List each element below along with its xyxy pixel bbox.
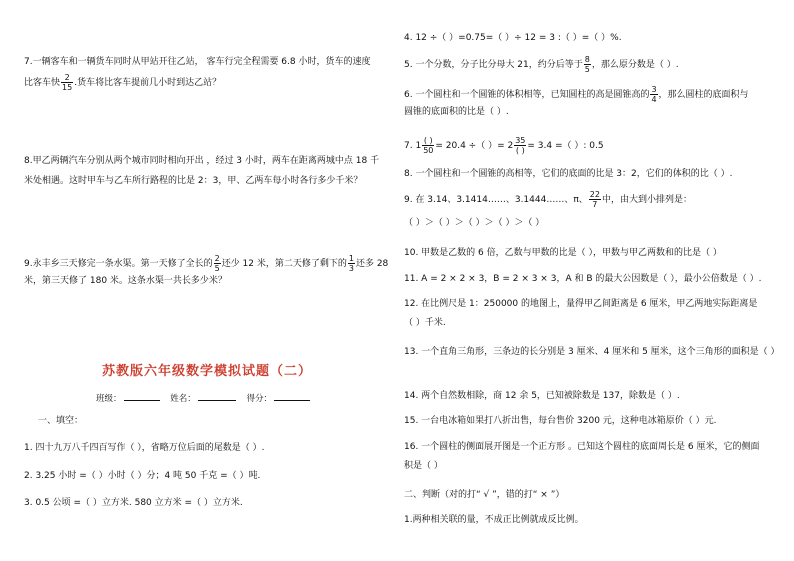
q8-line-2: 米处相遇。这时甲车与乙车所行路程的比是 2：3，甲、乙两车每小时各行多少千米？	[24, 175, 363, 186]
section-fill-in-heading: 一、填空：	[38, 416, 84, 426]
r6-frac-den: 4	[651, 95, 657, 104]
r5-text-a: 5. 一个分数，分子比分母大 21，约分后等于	[404, 60, 583, 70]
r16-line-2: 积是（ ）	[404, 460, 443, 471]
r6-frac-num: 3	[651, 85, 657, 94]
q9-text-c: 还多 28	[355, 259, 389, 269]
question-9	[24, 254, 390, 289]
r5-fraction	[584, 55, 591, 74]
question-7	[24, 56, 390, 92]
fill-question-13	[404, 346, 780, 360]
q9-line-1	[24, 254, 390, 273]
r15-text: 15. 一台电冰箱如果打八折出售，每台售价 3200 元，这种电冰箱原价（ ）元.	[404, 416, 717, 426]
r14-text: 14. 两个自然数相除，商 12 余 5，已知被除数是 137，除数是（ ）.	[404, 391, 680, 401]
q7-line-2	[24, 73, 390, 92]
fill-question-1	[24, 442, 390, 456]
q9-text-a: 9.永丰乡三天修完一条水渠。第一天修了全长的	[24, 259, 213, 269]
r6-fraction	[650, 85, 657, 104]
q8-line-1: 8.甲乙两辆汽车分别从两个城市同时相向开出 ，经过 3 小时，两车在距离两城中点 18 千	[24, 156, 380, 166]
fill-question-7	[404, 136, 780, 155]
score-label: 得分：	[246, 394, 272, 404]
r7-frac2-num: 35	[515, 136, 526, 145]
q7-fraction	[61, 73, 73, 92]
f2-text: 2. 3.25 小时 =（ ）小时（ ）分；4 吨 50 千克 =（ ）吨.	[24, 471, 261, 481]
q9-frac1-num: 2	[214, 254, 220, 263]
r7-text-c: = 3.4 =（ ）: 0.5	[527, 141, 604, 151]
r6-text-a: 6. 一个圆柱和一个圆锥的体积相等，已知圆柱的高是圆锥高的	[404, 90, 650, 100]
r11-text: 11. A = 2 × 2 × 3，B = 2 × 3 × 3，A 和 B 的最大公因数是（ ），最小公倍数是（ ）.	[404, 274, 762, 284]
class-field[interactable]	[124, 392, 160, 401]
r8-text: 8. 一个圆柱和一个圆锥的高相等，它们的底面的比是 3：2，它们的体积的比（ ）.	[404, 169, 733, 179]
name-field[interactable]	[198, 392, 236, 401]
r9-text-b: 中，由大到小排列是：	[601, 195, 692, 205]
q9-fraction-2	[348, 254, 355, 273]
fill-question-9	[404, 190, 780, 231]
judge-question-1	[404, 514, 780, 528]
r9-line-2: （ ）＞（ ）＞（ ）＞（ ）＞（ ）	[404, 218, 545, 228]
fill-question-15	[404, 415, 780, 429]
q9-text-b: 还少 12 米，第二天修了剩下的	[221, 259, 347, 269]
fill-question-10	[404, 247, 780, 261]
fill-question-16	[404, 441, 780, 473]
r5-frac-den: 5	[584, 65, 590, 74]
r13-text: 13. 一个直角三角形，三条边的长分别是 3 厘米、4 厘米和 5 厘米，这个三角形的面积是（ ）	[404, 347, 780, 357]
r7-frac1-den: 50	[423, 146, 434, 155]
fill-question-11	[404, 273, 780, 287]
q7-frac-den: 15	[62, 82, 73, 92]
r9-fraction	[589, 190, 601, 209]
q7-text-a: 比客车快	[24, 77, 61, 88]
class-label: 班级：	[96, 394, 122, 404]
r5-frac-num: 8	[584, 55, 590, 64]
fill-question-6	[404, 85, 780, 120]
r10-text: 10. 甲数是乙数的 6 倍，乙数与甲数的比是（ ），甲数与甲乙两数和的比是（ ）	[404, 248, 722, 258]
r9-text-a: 9. 在 3.14、3.1414……、3.1444……、π、	[404, 195, 588, 205]
q9-frac2-num: 1	[348, 254, 354, 263]
r5-text-b: ，那么原分数是（ ）.	[591, 60, 679, 70]
fill-question-3	[24, 497, 390, 511]
fill-question-12	[404, 298, 780, 330]
r6-line-1	[404, 85, 780, 104]
r7-line	[404, 136, 780, 155]
r9-frac-den: 7	[592, 200, 598, 209]
page-title: 苏教版六年级数学模拟试题（二）	[101, 364, 312, 379]
r7-text-b: = 20.4 ÷（ ）= 2	[435, 141, 514, 151]
student-info-row	[24, 392, 390, 404]
r6-text-b: ，那么圆柱的底面积与	[658, 90, 749, 100]
r12-line-1: 12. 在比例尺是 1：250000 的地图上，量得甲乙间距离是 6 厘米，甲乙两地实际距离是	[404, 299, 758, 309]
q9-frac1-den: 5	[214, 264, 220, 273]
name-label: 姓名：	[170, 394, 196, 404]
r7-frac1-num: ( )	[423, 136, 433, 145]
j1-text: 1.两种相关联的量，不成正比例就成反比例。	[404, 515, 584, 525]
r7-fraction-2	[514, 136, 526, 155]
q9-line-2: 米，第三天修了 180 米。这条水渠一共长多少米？	[24, 276, 227, 286]
f3-text: 3. 0.5 公顷 =（ ）立方米. 580 立方米 =（ ）立方米.	[24, 498, 243, 508]
r16-line-1: 16. 一个圆柱的侧面展开图是一个正方形 。已知这个圆柱的底面周长是 6 厘米，它的侧面	[404, 442, 760, 452]
fill-question-14	[404, 390, 780, 404]
r9-line-1	[404, 190, 780, 209]
q9-fraction-1	[214, 254, 221, 273]
fill-question-4	[404, 32, 780, 46]
section-judgement-heading: 二、判断（对的打“ √ ”，错的打“ × ”）	[404, 490, 565, 500]
fill-question-5	[404, 55, 780, 74]
fill-question-2	[24, 470, 390, 484]
q7-text-b: .货车将比客车提前几小时到达乙站？	[74, 77, 222, 88]
r12-line-2: （ ）千米.	[404, 317, 446, 328]
r5-line	[404, 55, 780, 74]
r6-line-2: 圆锥的底面积的比是（ ）.	[404, 107, 509, 117]
right-column	[404, 0, 780, 561]
r4-text: 4. 12 ÷（ ）=0.75=（ ）÷ 12 = 3 :（ ）=（ ）%.	[404, 33, 622, 43]
fill-question-8	[404, 168, 780, 182]
left-column	[24, 0, 390, 561]
q9-frac2-den: 3	[348, 264, 354, 273]
r9-frac-num: 22	[589, 190, 600, 199]
question-8	[24, 155, 390, 188]
q7-line-1: 7.一辆客车和一辆货车同时从甲站开往乙站， 客车行完全程需要 6.8 小时，货车的速度	[24, 57, 371, 67]
r7-text-a: 7. 1	[404, 141, 422, 151]
r7-frac2-den: ( )	[515, 146, 525, 155]
r7-fraction-1	[422, 136, 434, 155]
f1-text: 1. 四十九万八千四百写作（ ），省略万位后面的尾数是（ ）.	[24, 443, 265, 453]
q7-frac-num: 2	[61, 73, 73, 83]
score-field[interactable]	[274, 392, 310, 401]
